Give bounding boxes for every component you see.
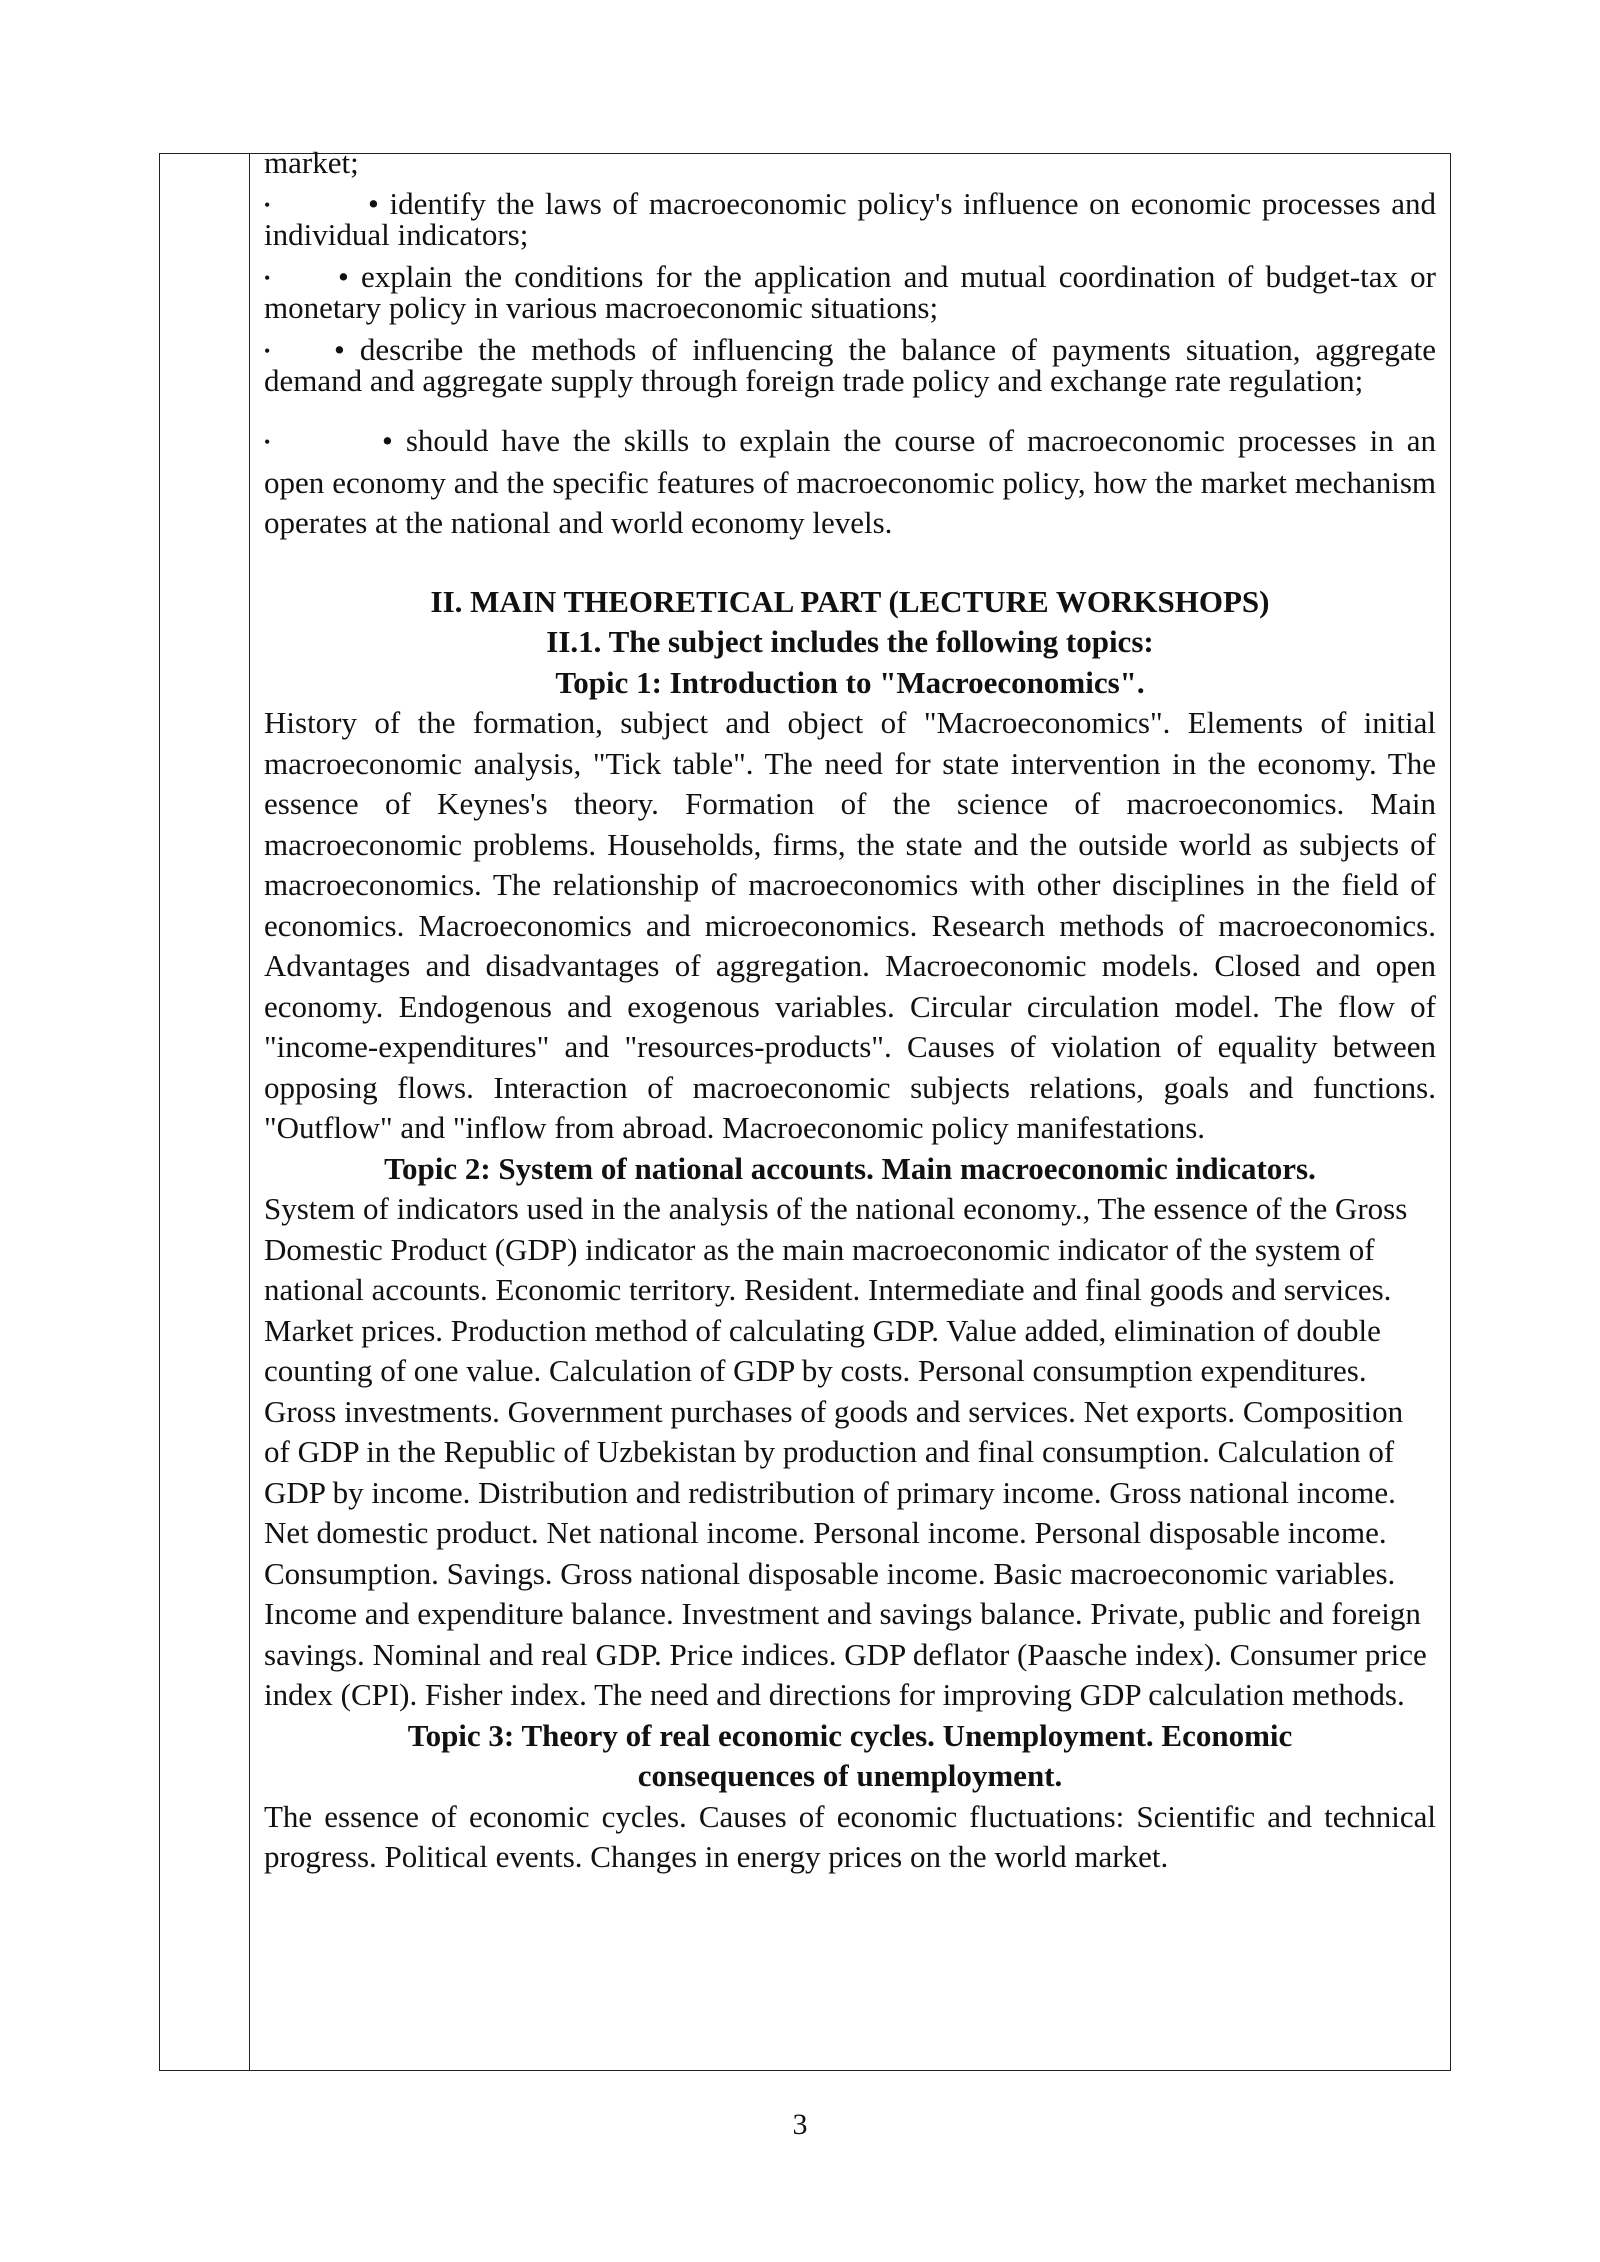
table-content-cell bbox=[264, 145, 1436, 1878]
topic-3-title: Topic 3: Theory of real economic cycles. Unemployment. Economic consequences of unemployment. bbox=[407, 1717, 1293, 1793]
bullet-text: • describe the methods of influencing the balance of payments situation, aggregate demand and aggregate supply through foreign trade policy and exchange rate regulation; bbox=[264, 332, 1436, 398]
bullet-text: • identify the laws of macroeconomic policy's influence on economic processes and individual indicators; bbox=[264, 186, 1436, 252]
bullet-item: • • should have the skills to explain the course of macroeconomic processes in an open economy and the specific features of macroeconomic policy, how the market mechanism operates at the national and world economy levels. bbox=[264, 423, 1436, 540]
topic-1-body: History of the formation, subject and object of "Macroeconomics". Elements of initial macroeconomic analysis, "Tick table". The need for state intervention in the economy. The essence of Keynes's theory. Formation of the science of macroeconomics. Main macroeconomic problems. Households, firms, the state and the outside world as subjects of macroeconomics. The relationship of macroeconomics with other disciplines in the field of economics. Macroeconomics and microeconomics. Research methods of macroeconomics. Advantages and disadvantages of aggregation. Macroeconomic models. Closed and open economy. Endogenous and exogenous variables. Circular circulation model. The flow of "income-expenditures" and "resources-products". Causes of violation of equality between opposing flows. Interaction of macroeconomic subjects relations, goals and functions. "Outflow" and "inflow from abroad. Macroeconomic policy manifestations. bbox=[264, 705, 1436, 1145]
section-heading: II. MAIN THEORETICAL PART (LECTURE WORKSHOPS) bbox=[430, 583, 1270, 619]
continuation-text: market; bbox=[264, 145, 359, 180]
page-number: 3 bbox=[792, 2108, 808, 2141]
bullet-item: • • explain the conditions for the application and mutual coordination of budget-tax or monetary policy in various macroeconomic situations; bbox=[264, 259, 1436, 325]
content-table bbox=[159, 145, 1451, 2071]
bullet-text: • explain the conditions for the application and mutual coordination of budget-tax or monetary policy in various macroeconomic situations; bbox=[264, 259, 1436, 325]
topic-1-title: Topic 1: Introduction to "Macroeconomics". bbox=[555, 664, 1145, 700]
topic-3-body: The essence of economic cycles. Causes of economic fluctuations: Scientific and technical progress. Political events. Changes in energy prices on the world market. bbox=[264, 1798, 1436, 1874]
topic-2-title: Topic 2: System of national accounts. Main macroeconomic indicators. bbox=[384, 1150, 1316, 1186]
bullet-item: • • identify the laws of macroeconomic policy's influence on economic processes and individual indicators; bbox=[264, 186, 1436, 252]
bullet-text: • should have the skills to explain the course of macroeconomic processes in an open economy and the specific features of macroeconomic policy, how the market mechanism operates at the national and world economy levels. bbox=[264, 423, 1436, 540]
bullet-item: • • describe the methods of influencing the balance of payments situation, aggregate demand and aggregate supply through foreign trade policy and exchange rate regulation; bbox=[264, 332, 1436, 398]
table-left-column bbox=[160, 154, 250, 2070]
topic-2-body: System of indicators used in the analysis of the national economy., The essence of the Gross Domestic Product (GDP) indicator as the main macroeconomic indicator of the system of national accounts. Economic territory. Resident. Intermediate and final goods and services. Market prices. Production method of calculating GDP. Value added, elimination of double counting of one value. Calculation of GDP by costs. Personal consumption expenditures. Gross investments. Government purchases of goods and services. Net exports. Composition of GDP in the Republic of Uzbekistan by production and final consumption. Calculation of GDP by income. Distribution and redistribution of primary income. Gross national income. Net domestic product. Net national income. Personal income. Personal disposable income. Consumption. Savings. Gross national disposable income. Basic macroeconomic variables. Income and expenditure balance. Investment and savings balance. Private, public and foreign savings. Nominal and real GDP. Price indices. GDP deflator (Paasche index). Consumer price index (CPI). Fisher index. The need and directions for improving GDP calculation methods. bbox=[264, 1191, 1427, 1712]
subsection-heading: II.1. The subject includes the following topics: bbox=[546, 624, 1154, 659]
